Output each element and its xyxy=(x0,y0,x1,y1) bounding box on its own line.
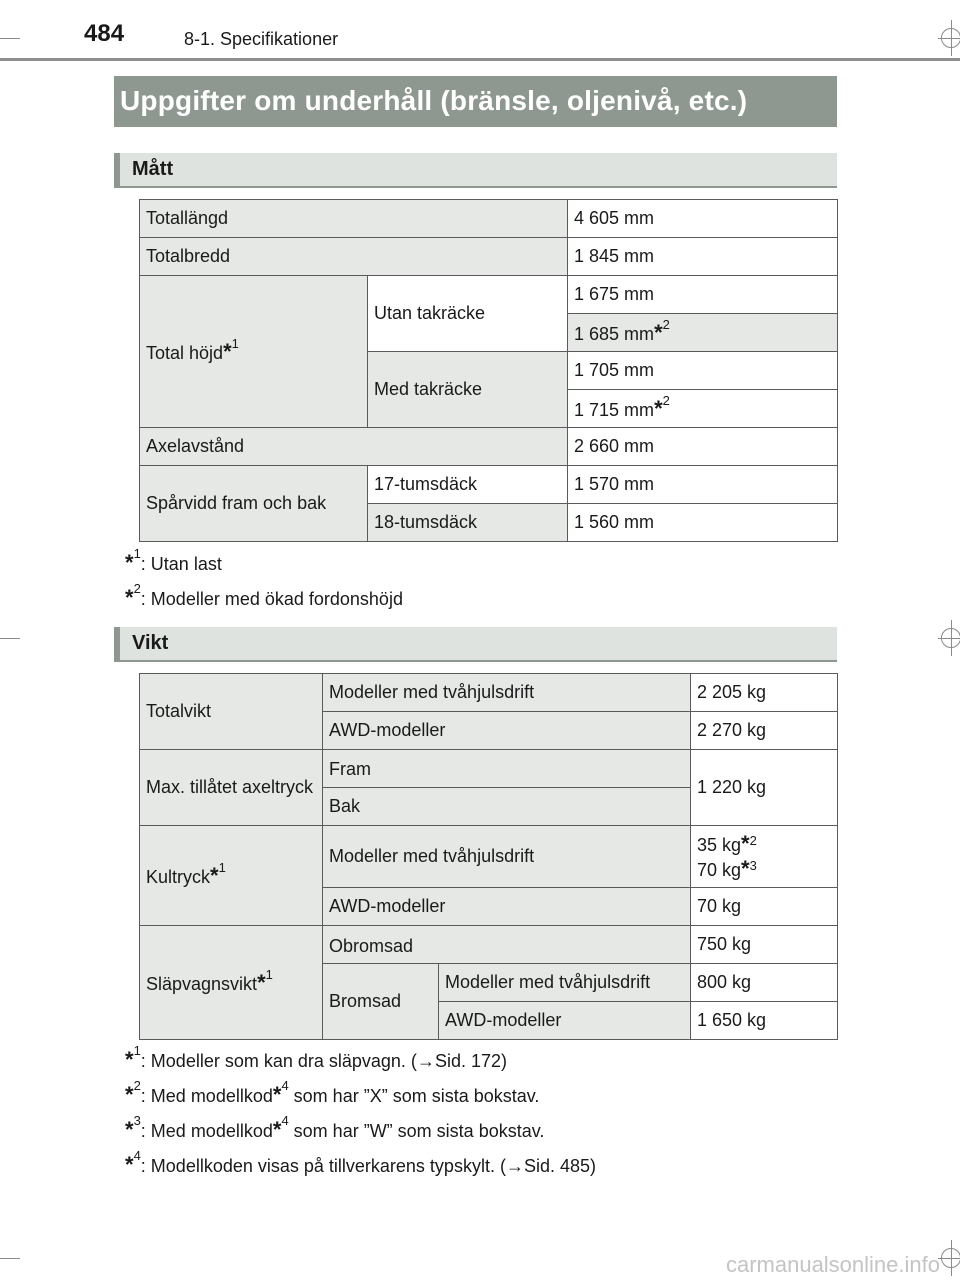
total-height-label: Total höjd xyxy=(146,342,224,363)
registration-mark-mid-right xyxy=(941,628,960,648)
total-width-value: 1 845 mm xyxy=(568,238,838,276)
axle-load-value: 1 220 kg xyxy=(691,750,838,826)
footnote-ref: 2 xyxy=(662,392,670,408)
footnote-text: : Utan last xyxy=(140,554,222,574)
trailer-weight-cell xyxy=(140,926,323,1040)
footnote-text: som har ”X” som sista bokstav. xyxy=(288,1086,540,1106)
footnote-number: 2 xyxy=(133,1078,141,1093)
weight-heading xyxy=(114,627,837,662)
weight-footnote-2 xyxy=(125,1078,540,1108)
braked-awd-value: 1 650 kg xyxy=(691,1002,838,1040)
axle-load-label: Max. tillåtet axeltryck xyxy=(140,750,323,826)
twd-label: Modeller med tvåhjulsdrift xyxy=(323,674,691,712)
footnote-text: : Modeller med ökad fordonshöjd xyxy=(140,589,403,609)
registration-mark-top-right xyxy=(941,28,960,48)
weight-footnote-3 xyxy=(125,1113,545,1143)
hitch-twd-value-b: 70 kg xyxy=(697,859,742,880)
weight-footnote-1 xyxy=(125,1043,507,1073)
registration-mark-bottom-right xyxy=(941,1248,960,1268)
table-row xyxy=(140,826,838,888)
tire-18-label: 18-tumsdäck xyxy=(368,504,568,542)
twd-label: Modeller med tvåhjulsdrift xyxy=(439,964,691,1002)
hitch-twd-values xyxy=(691,826,838,888)
footnote-star: * xyxy=(125,1152,134,1177)
arrow-icon: → xyxy=(416,1051,435,1071)
awd-label: AWD-modeller xyxy=(439,1002,691,1040)
page-title-bar xyxy=(114,76,837,127)
footnote-text: : Med modellkod xyxy=(140,1086,273,1106)
table-row xyxy=(140,428,838,466)
with-rack-value-1: 1 705 mm xyxy=(568,352,838,390)
footnote-star: * xyxy=(125,550,134,575)
total-length-label: Totallängd xyxy=(140,200,568,238)
front-label: Fram xyxy=(323,750,691,788)
awd-label: AWD-modeller xyxy=(323,888,691,926)
dimensions-footnote-2 xyxy=(125,581,403,611)
footnote-star: * xyxy=(741,855,750,881)
crop-mark-top-left xyxy=(0,38,20,39)
table-row xyxy=(140,926,838,964)
table-row xyxy=(140,276,838,314)
weight-table xyxy=(139,673,838,1040)
footnote-star: * xyxy=(125,1082,134,1107)
footnote-text: : Med modellkod xyxy=(140,1121,273,1141)
footnote-star: * xyxy=(257,969,266,995)
footnote-ref: 3 xyxy=(749,857,757,873)
hitch-load-label: Kultryck xyxy=(146,866,211,887)
hitch-twd-value-b-line xyxy=(697,857,831,882)
hitch-load-cell xyxy=(140,826,323,926)
dimensions-table xyxy=(139,199,838,542)
hitch-awd-value: 70 kg xyxy=(691,888,838,926)
footnote-star: * xyxy=(272,1082,282,1107)
footnote-ref: 1 xyxy=(218,859,226,875)
footnote-star: * xyxy=(125,1047,134,1072)
footnote-star: * xyxy=(654,319,663,345)
header-rule xyxy=(0,58,960,61)
footnote-star: * xyxy=(125,1117,134,1142)
no-rack-label: Utan takräcke xyxy=(368,276,568,352)
with-rack-value-2: 1 715 mm xyxy=(574,399,655,420)
dimensions-heading xyxy=(114,153,837,188)
total-height-cell xyxy=(140,276,368,428)
footnote-ref: 1 xyxy=(265,966,273,982)
footnote-number: 3 xyxy=(133,1113,141,1128)
total-width-label: Totalbredd xyxy=(140,238,568,276)
dimensions-heading-text: Mått xyxy=(132,158,174,180)
unbraked-value: 750 kg xyxy=(691,926,838,964)
footnote-star: * xyxy=(223,338,232,364)
arrow-icon: → xyxy=(505,1156,524,1176)
page-reference-link[interactable]: Sid. 485) xyxy=(523,1156,596,1176)
total-twd-value: 2 205 kg xyxy=(691,674,838,712)
footnote-ref: 2 xyxy=(749,832,757,848)
footnote-star: * xyxy=(654,395,663,421)
weight-heading-text: Vikt xyxy=(132,632,169,654)
footnote-star: * xyxy=(210,862,219,888)
awd-label: AWD-modeller xyxy=(323,712,691,750)
with-rack-value-2-cell xyxy=(568,390,838,428)
table-row xyxy=(140,674,838,712)
total-weight-label: Totalvikt xyxy=(140,674,323,750)
with-rack-label: Med takräcke xyxy=(368,352,568,428)
total-length-value: 4 605 mm xyxy=(568,200,838,238)
footnote-number: 2 xyxy=(133,581,141,596)
table-row xyxy=(140,466,838,504)
footnote-number: 4 xyxy=(133,1148,141,1163)
table-row xyxy=(140,238,838,276)
footnote-number: 1 xyxy=(133,1043,141,1058)
unbraked-label: Obromsad xyxy=(323,926,691,964)
footnote-number: 4 xyxy=(281,1113,289,1128)
footnote-star: * xyxy=(125,585,134,610)
footnote-ref: 2 xyxy=(662,316,670,332)
footnote-star: * xyxy=(272,1117,282,1142)
footnote-text: som har ”W” som sista bokstav. xyxy=(288,1121,545,1141)
page-number: 484 xyxy=(84,20,125,47)
dimensions-footnote-1 xyxy=(125,546,222,576)
footnote-ref: 1 xyxy=(231,335,239,351)
footnote-text: : Modeller som kan dra släpvagn. ( xyxy=(140,1051,417,1071)
wheelbase-label: Axelavstånd xyxy=(140,428,568,466)
crop-mark-mid-left xyxy=(0,638,20,639)
trailer-weight-label: Släpvagnsvikt xyxy=(146,973,258,994)
hitch-twd-value-a: 35 kg xyxy=(697,834,742,855)
no-rack-value-1: 1 675 mm xyxy=(568,276,838,314)
footnote-text: : Modellkoden visas på tillverkarens typskylt. ( xyxy=(140,1156,506,1176)
table-row xyxy=(140,750,838,788)
page-reference-link[interactable]: Sid. 172) xyxy=(434,1051,507,1071)
page-title: Uppgifter om underhåll (bränsle, oljenivå, etc.) xyxy=(120,85,748,116)
section-title: 8-1. Specifikationer xyxy=(184,29,339,49)
hitch-twd-value-a-line xyxy=(697,832,831,857)
weight-footnote-4 xyxy=(125,1148,596,1178)
braked-twd-value: 800 kg xyxy=(691,964,838,1002)
no-rack-value-2-cell xyxy=(568,314,838,352)
track-label: Spårvidd fram och bak xyxy=(140,466,368,542)
total-awd-value: 2 270 kg xyxy=(691,712,838,750)
table-row xyxy=(140,200,838,238)
watermark: carmanualsonline.info xyxy=(725,1252,940,1277)
footnote-number: 4 xyxy=(281,1078,289,1093)
no-rack-value-2: 1 685 mm xyxy=(574,323,655,344)
twd-label: Modeller med tvåhjulsdrift xyxy=(323,826,691,888)
tire-17-label: 17-tumsdäck xyxy=(368,466,568,504)
braked-label: Bromsad xyxy=(323,964,439,1040)
wheelbase-value: 2 660 mm xyxy=(568,428,838,466)
footnote-star: * xyxy=(741,830,750,856)
tire-18-value: 1 560 mm xyxy=(568,504,838,542)
footnote-number: 1 xyxy=(133,546,141,561)
rear-label: Bak xyxy=(323,788,691,826)
tire-17-value: 1 570 mm xyxy=(568,466,838,504)
crop-mark-bottom-left xyxy=(0,1258,20,1259)
